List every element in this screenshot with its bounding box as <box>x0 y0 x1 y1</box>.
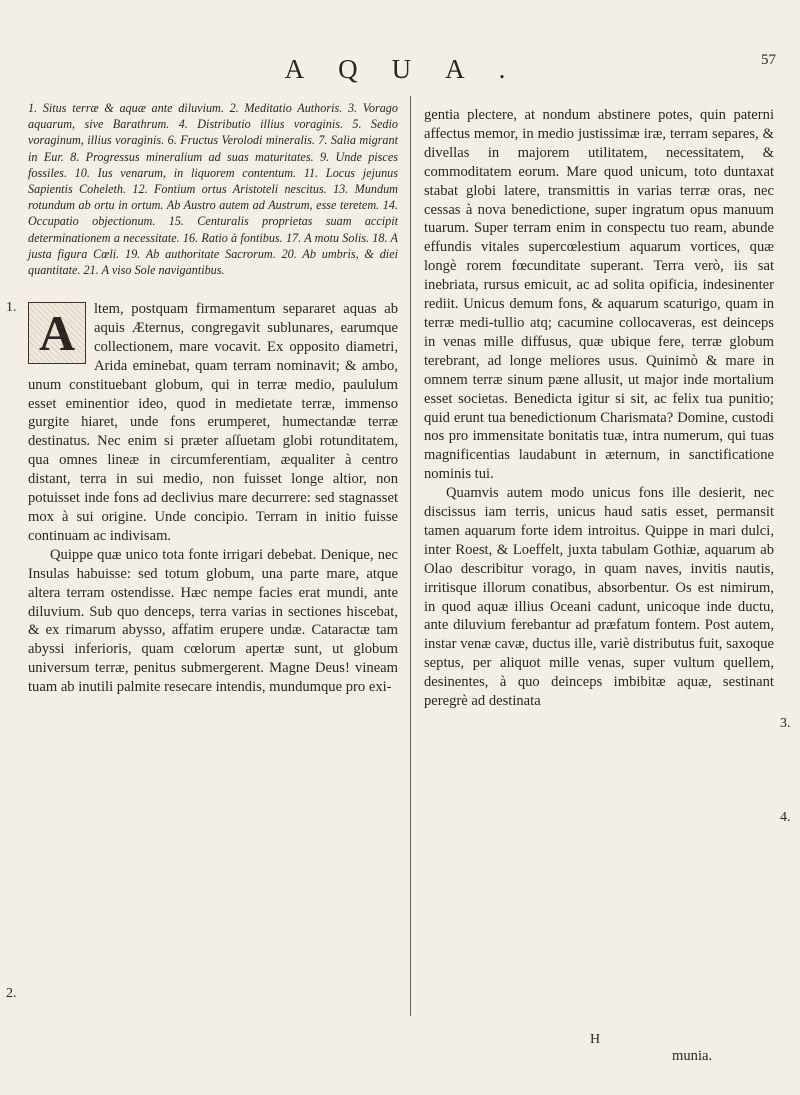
paragraph: Quamvis autem modo unicus fons ille desierit, nec discissus iam terris, unicus haud satis esset, permansit tamen aquarum forte idem introitus. Quippe in mari dulci, inter Roest, & Loeffelt, juxta tabulam Gothiæ, aquarum ab Olao describitur vorago, in quam naves, invitis nautis, irritisque illorum conatibus, absorbentur. Os est nimirum, in quod aquæ illius Oceani cadunt, unicoque inde ductu, ante diluvium ferebantur ad præfatum fontem. Post autem, instar venæ cavæ, ductus ille, variè distributus fuit, saxoque septus, per aliquot mille venas, super vultum quellem, desinentes, à quo deinceps imbibitæ aquæ, sestinant peregrè ad destinata <box>424 485 774 710</box>
paragraph: ltem, postquam firmamentum separaret aquas ab aquis Æternus, congregavit sublunares, earumque collectionem, mare vocavit. Ex opposito diametri, Arida eminebat, quam terram nominavit; & ambo, unum constituebant globum, qui in terræ medio, paululum esset eminentior ideo, quod in medietate terræ, immenso gurgite hiaret, unde fons erumperet, humectandæ terræ destinatus. Nec enim si præter aſſuetam globi rotunditatem, qua omnes lineæ in circumferentiam, æqualiter à centro distant, terra in sui medio, non fuisset longe altior, non potuisset inde fons ad declivius mare decurrere: sed stagnasset mox à sui origine. Unde concipio. Terram in initio fuisse continuam ac indivisam. <box>28 301 398 544</box>
catchword: munia. <box>672 1048 713 1064</box>
marginal-number-4: 4. <box>780 810 791 825</box>
marginal-number-3: 3. <box>780 716 791 731</box>
marginal-number-2: 2. <box>6 986 17 1001</box>
marginal-number-1: 1. <box>6 300 17 315</box>
running-head: AQUA. <box>284 54 540 84</box>
signature-mark: H <box>590 1032 601 1047</box>
column-divider <box>410 96 411 1016</box>
chapter-summary: 1. Situs terræ & aquæ ante diluvium. 2. Meditatio Authoris. 3. Vorago aquarum, sive Barathrum. 4. Distributio illius voraginis. 5. Sedio voraginum, illius voraginis. 6. Fructus Verolodi mineralis. 7. Salia migrant in Eur. 8. Progressus mineralium ad suas maturitates. 9. Unde pisces fossiles. 10. Ius venarum, in liquorem contentum. 11. Locus jejunus Sapientis Coheleth. 12. Fontium ortus Aristoteli nescitus. 13. Mundum rotundum ab ortu in ortum. Ab Austro autem ad Austrum, esse teretem. 14. Occupatio objectionum. 15. Centuralis proprietas suam accipit determinationem a necessitate. 16. Ratio à fontibus. 17. A motu Solis. 18. A justa figura Cœli. 19. Ab authoritate Sacrorum. 20. Ab umbris, & diei quantitate. 21. A viso Sole navigantibus. <box>28 101 398 278</box>
left-column <box>28 300 398 697</box>
paragraph: Quippe quæ unico tota fonte irrigari debebat. Denique, nec Insulas habuisse: sed totum globum, una parte mare, atque altera terram ostendisse. Hæc nempe facies erat mundi, ante diluvium. Sub quo denceps, terra varias in sectiones hiscebat, & ex rimarum abysso, affatim erupere undæ. Cataractæ tam abyssi inferioris, quam cœlorum apertæ sunt, ut globum universum terræ, penitus submergerent. Magne Deus! vineam tuam ab inutili palmite resecare intendis, mundumque pro exi- <box>28 546 398 696</box>
decorative-initial <box>28 302 86 364</box>
drop-cap-letter: A <box>38 305 76 361</box>
page-header <box>0 50 800 90</box>
paragraph: gentia plectere, at nondum abstinere potes, quin paterni affectus memor, in medio justissimæ iræ, terram separes, & divellas in majorem utilitatem, necessitatem, & commoditatem eorum. Mare quod unicum, toto duntaxat stabat globi latere, transmittis in varias terræ oras, nec cessas à nova benedictione, super ingratum opus manuum tuarum. Super terram enim in conspectu tuo ream, abunde effundis vitales supercœlestium aquarum vortices, quæ longè rorem fœcunditate superant. Terra verò, iis sat inebriata, rursus emicuit, ac ad solita opificia, indesinenter rediit. Unicus demum fons, & aquarum scaturigo, quam in terræ medi-tullio atq; cacumine collocaveras, est deinceps in venas mille diffusus, quæ ubique fere, terræ globum terebrant, ad longe meliores usus. Quinimò & mare in omnem terræ sinum pæne allusit, ut major inde mortalium esset societas. Benedicta igitur si sit, ac felix tua punitio; quid erunt tua benedictionum Charismata? Domine, custodi nos pro immensitate bonitatis tuæ, intra numerum, qui tuas magnificentias laudabunt in æternum, in sanctificatione nominis tui. <box>424 107 774 483</box>
page-number: 57 <box>761 52 776 68</box>
right-column <box>424 106 774 711</box>
